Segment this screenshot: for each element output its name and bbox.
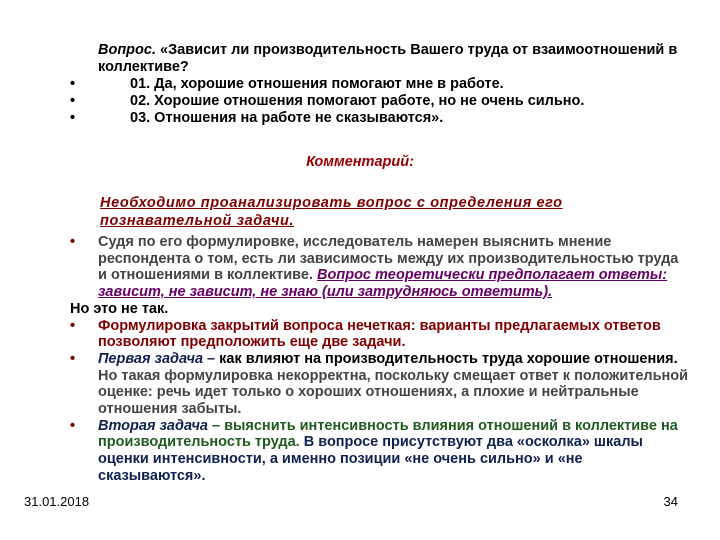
option-text: 02. Хорошие отношения помогают работе, но не очень сильно.	[130, 93, 585, 109]
option-text: 01. Да, хорошие отношения помогают мне в работе.	[130, 76, 504, 92]
task-heading: Необходимо проанализировать вопрос с определения его познавательной задачи.	[100, 195, 563, 229]
bullet: •	[70, 317, 76, 334]
second-task-detail: В вопросе присутствуют два «осколка» шкалы оценки интенсивности, а именно позиции «не очень сильно» и «не сказываются».	[98, 434, 643, 484]
option-2	[70, 93, 690, 110]
paragraph-first-task	[70, 351, 690, 418]
first-task-text: как влияют на производительность труда хорошие отношения.	[219, 350, 678, 367]
unclear-text: Формулировка закрытий вопроса нечеткая: варианты предлагаемых ответов позволяют предположить еще две задачи.	[98, 317, 661, 351]
page-number: 34	[663, 494, 678, 509]
slide-date: 31.01.2018	[24, 494, 90, 509]
first-task-label: Первая задача	[98, 350, 204, 367]
option-3	[70, 110, 690, 127]
not-so-text: Но это не так.	[70, 300, 169, 317]
question-line	[70, 42, 690, 76]
question-block	[70, 42, 690, 127]
analysis-body	[70, 234, 690, 485]
bullet: •	[70, 76, 76, 92]
comment-heading: Комментарий:	[306, 154, 414, 170]
paragraph-unclear	[70, 318, 690, 351]
first-task-critique: Но такая формулировка некорректна, поскольку смещает ответ к положительной оценке: речь идет только о хороших отношениях, а плохие и нейтральные отношения забыты.	[98, 367, 689, 418]
option-1	[70, 76, 690, 93]
formulation-text: Судя по его формулировке, исследователь намерен выяснить мнение респондента о том, есть ли зависимость между их производительностью труда и отношениями в коллективе.	[98, 234, 679, 284]
bullet: •	[70, 417, 76, 434]
paragraph-formulation	[70, 234, 690, 301]
dash: –	[207, 417, 225, 434]
bullet: •	[70, 350, 76, 367]
question-text: «Зависит ли производительность Вашего труда от взаимоотношений в коллективе?	[98, 42, 678, 75]
second-task-label: Вторая задача	[98, 417, 208, 434]
option-text: 03. Отношения на работе не сказываются».	[130, 110, 444, 126]
paragraph-second-task	[70, 418, 690, 485]
theoretical-answers: Вопрос теоретически предполагает ответы: зависит, не зависит, не знаю (или затрудняюсь ответить).	[98, 267, 668, 301]
bullet: •	[70, 110, 76, 126]
bullet: •	[70, 93, 76, 109]
dash: –	[203, 350, 220, 367]
bullet: •	[70, 234, 76, 250]
question-label: Вопрос.	[98, 42, 156, 58]
second-task-text: выяснить интенсивность влияния отношений в коллективе на производительность труда.	[98, 417, 678, 451]
